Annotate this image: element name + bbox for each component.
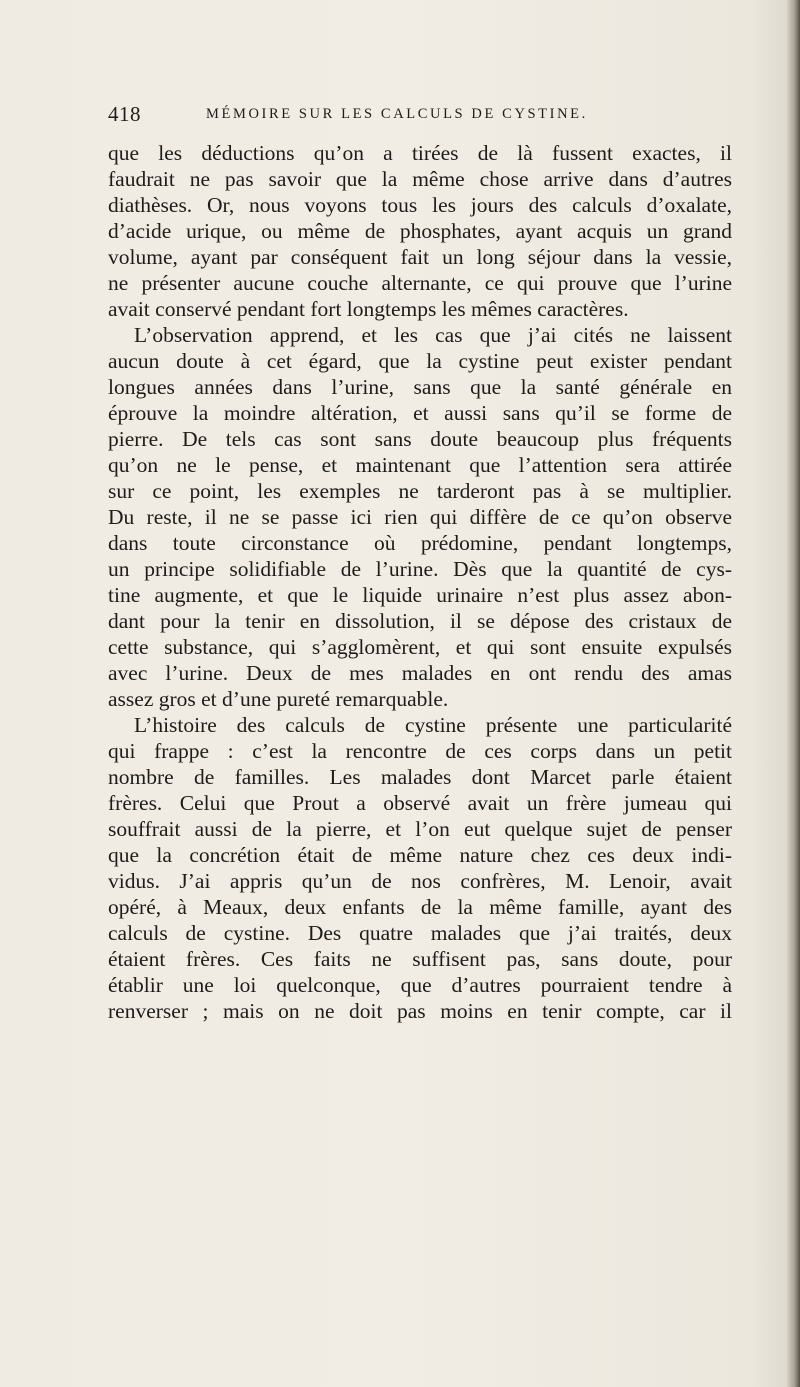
text-line: assez gros et d’une pureté remarquable.: [108, 687, 449, 711]
text-line: Du reste, il ne se passe ici rien qui diffère de ce qu’on observe: [108, 505, 732, 529]
text-line: éprouve la moindre altération, et aussi sans qu’il se forme de: [108, 401, 732, 425]
text-line: d’acide urique, ou même de phosphates, ayant acquis un grand: [108, 219, 732, 243]
text-line: sur ce point, les exemples ne tarderont pas à se multiplier.: [108, 479, 732, 503]
text-line: tine augmente, et que le liquide urinaire n’est plus assez abon-: [108, 583, 732, 607]
text-line: avec l’urine. Deux de mes malades en ont rendu des amas: [108, 661, 732, 685]
text-line: dans toute circonstance où prédomine, pendant longtemps,: [108, 531, 732, 555]
text-line: avait conservé pendant fort longtemps les mêmes caractères.: [108, 297, 629, 321]
running-title: MÉMOIRE SUR LES CALCULS DE CYSTINE.: [206, 106, 588, 122]
text-line: pierre. De tels cas sont sans doute beaucoup plus fréquents: [108, 427, 732, 451]
text-line: renverser ; mais on ne doit pas moins en tenir compte, car il: [108, 999, 732, 1023]
text-line: L’histoire des calculs de cystine présente une particularité: [134, 713, 732, 737]
text-line: un principe solidifiable de l’urine. Dès que la quantité de cys-: [108, 557, 732, 581]
text-line: opéré, à Meaux, deux enfants de la même famille, ayant des: [108, 895, 732, 919]
text-line: nombre de familles. Les malades dont Marcet parle étaient: [108, 765, 732, 789]
text-line: diathèses. Or, nous voyons tous les jours des calculs d’oxalate,: [108, 193, 732, 217]
text-line: établir une loi quelconque, que d’autres pourraient tendre à: [108, 973, 732, 997]
page-header: [108, 102, 720, 128]
text-line: vidus. J’ai appris qu’un de nos confrères, M. Lenoir, avait: [108, 869, 732, 893]
text-line: frères. Celui que Prout a observé avait un frère jumeau qui: [108, 791, 732, 815]
text-line: dant pour la tenir en dissolution, il se dépose des cristaux de: [108, 609, 732, 633]
text-line: calculs de cystine. Des quatre malades que j’ai traités, deux: [108, 921, 732, 945]
text-line: longues années dans l’urine, sans que la santé générale en: [108, 375, 732, 399]
text-line: souffrait aussi de la pierre, et l’on eut quelque sujet de penser: [108, 817, 732, 841]
text-line: qu’on ne le pense, et maintenant que l’attention sera attirée: [108, 453, 732, 477]
text-line: étaient frères. Ces faits ne suffisent pas, sans doute, pour: [108, 947, 732, 971]
page-edge-shadow: [786, 0, 800, 1387]
text-line: ne présenter aucune couche alternante, ce qui prouve que l’urine: [108, 271, 732, 295]
text-line: faudrait ne pas savoir que la même chose arrive dans d’autres: [108, 167, 732, 191]
text-line: volume, ayant par conséquent fait un long séjour dans la vessie,: [108, 245, 732, 269]
text-line: cette substance, qui s’agglomèrent, et qui sont ensuite expulsés: [108, 635, 732, 659]
page-number: 418: [108, 102, 141, 126]
text-line: aucun doute à cet égard, que la cystine peut exister pendant: [108, 349, 732, 373]
text-line: qui frappe : c’est la rencontre de ces corps dans un petit: [108, 739, 732, 763]
text-line: L’observation apprend, et les cas que j’ai cités ne laissent: [134, 323, 732, 347]
text-line: que les déductions qu’on a tirées de là fussent exactes, il: [108, 141, 732, 165]
text-line: que la concrétion était de même nature chez ces deux indi-: [108, 843, 732, 867]
